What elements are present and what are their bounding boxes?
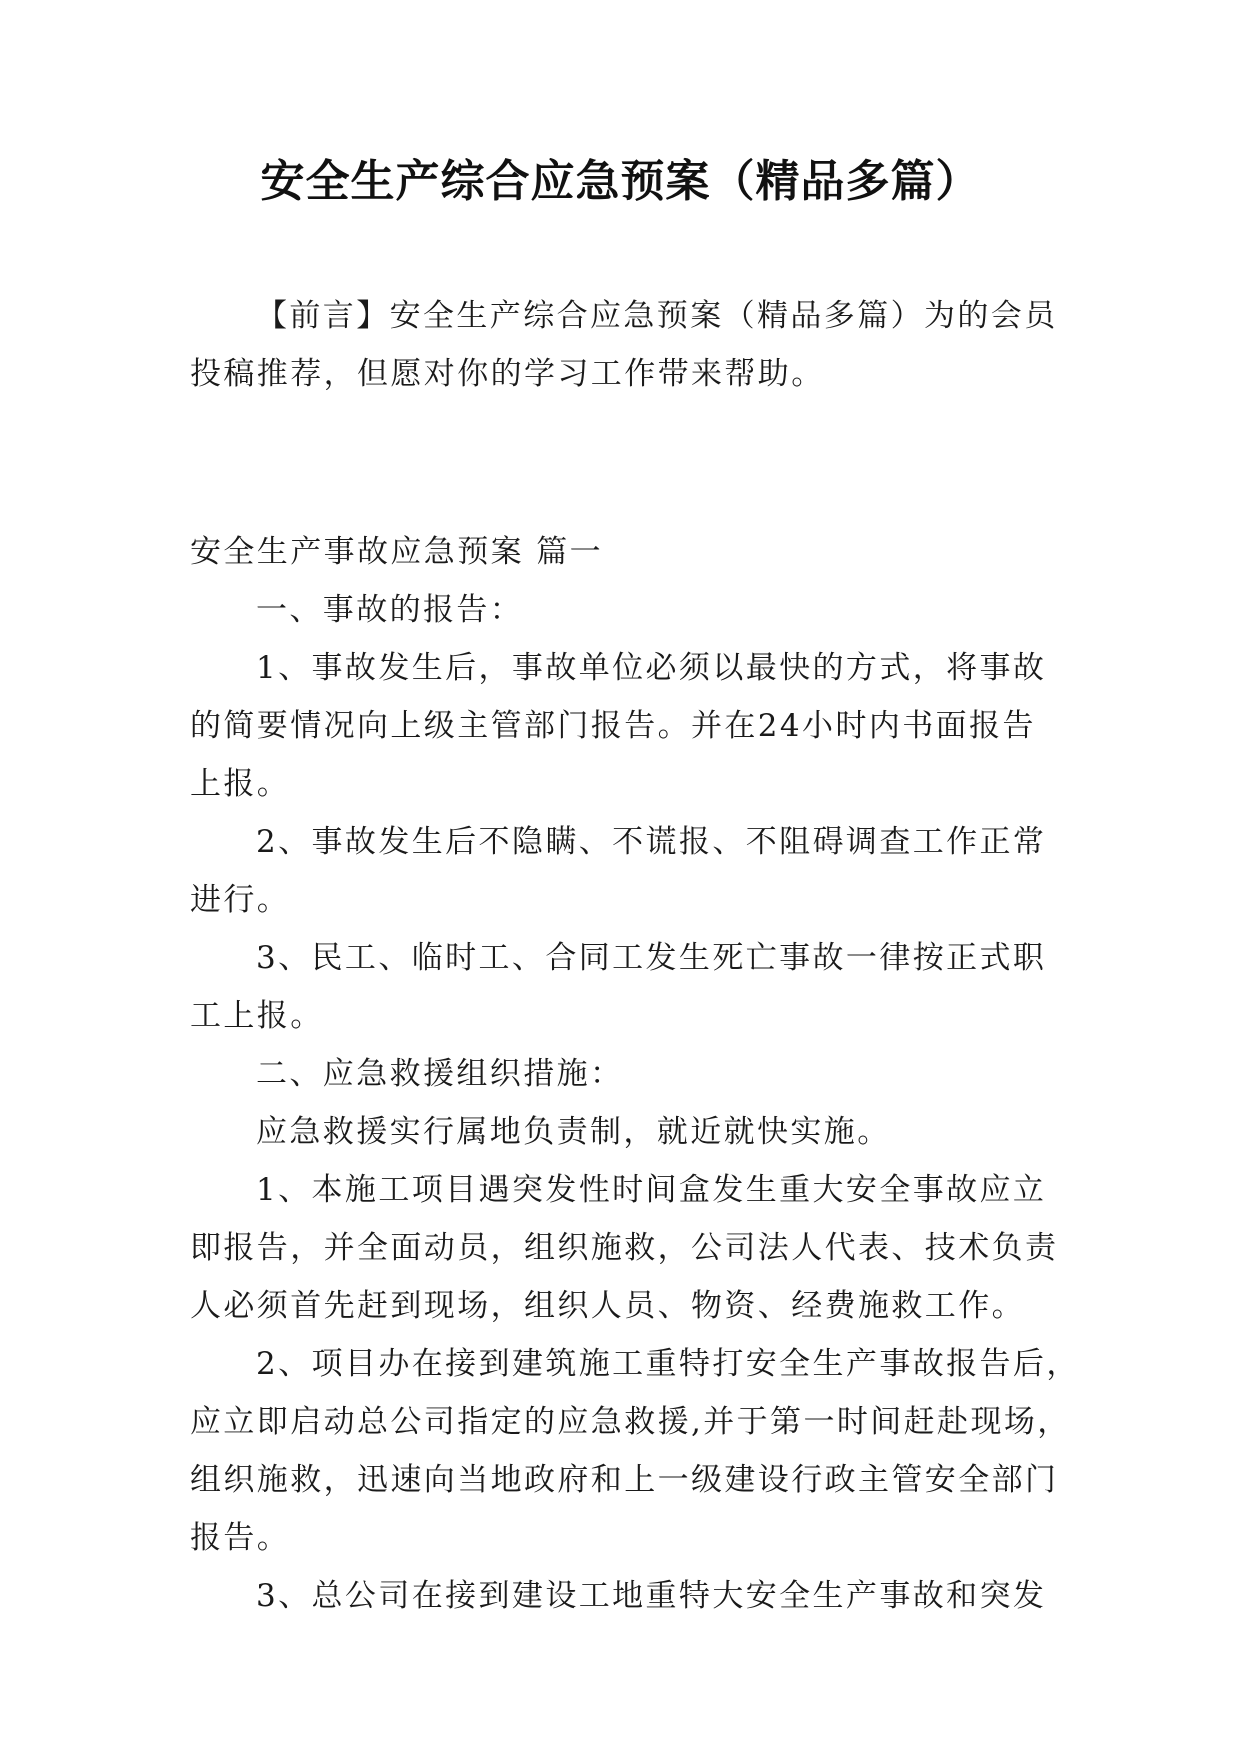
paragraph-line: 3、总公司在接到建设工地重特大安全生产事故和突发 xyxy=(256,1578,1047,1614)
paragraph-line: 应立即启动总公司指定的应急救援,并于第一时间赶赴现场， xyxy=(190,1404,1071,1440)
document-body xyxy=(190,287,1080,1625)
spacer xyxy=(190,403,1050,523)
paragraph-line: 上报。 xyxy=(190,766,291,802)
paragraph-line: 的简要情况向上级主管部门报告。并在24小时内书面报告 xyxy=(190,708,1036,744)
subheading-rescue: 二、应急救援组织措施： xyxy=(256,1056,624,1092)
paragraph-line: 人必须首先赶到现场，组织人员、物资、经费施救工作。 xyxy=(190,1288,1025,1324)
subheading-report: 一、事故的报告： xyxy=(256,592,524,628)
preface-line: 【前言】安全生产综合应急预案（精品多篇）为的会员 xyxy=(256,298,1058,334)
preface-line: 投稿推荐，但愿对你的学习工作带来帮助。 xyxy=(190,356,825,392)
section-heading: 安全生产事故应急预案 篇一 xyxy=(190,534,604,570)
paragraph-line: 工上报。 xyxy=(190,998,324,1034)
paragraph-line: 1、本施工项目遇突发性时间盒发生重大安全事故应立 xyxy=(256,1172,1047,1208)
paragraph-line: 1、事故发生后，事故单位必须以最快的方式，将事故 xyxy=(256,650,1047,686)
paragraph-line: 2、事故发生后不隐瞒、不谎报、不阻碍调查工作正常 xyxy=(256,824,1047,860)
paragraph-line: 组织施救，迅速向当地政府和上一级建设行政主管安全部门 xyxy=(190,1462,1059,1498)
paragraph-line: 应急救援实行属地负责制，就近就快实施。 xyxy=(256,1114,891,1150)
paragraph-line: 3、民工、临时工、合同工发生死亡事故一律按正式职 xyxy=(256,940,1047,976)
paragraph-line: 即报告，并全面动员，组织施救，公司法人代表、技术负责 xyxy=(190,1230,1059,1266)
paragraph-line: 进行。 xyxy=(190,882,291,918)
document-title: 安全生产综合应急预案（精品多篇） xyxy=(260,156,981,207)
paragraph-line: 报告。 xyxy=(190,1520,291,1556)
paragraph-line: 2、项目办在接到建筑施工重特打安全生产事故报告后， xyxy=(256,1346,1080,1382)
